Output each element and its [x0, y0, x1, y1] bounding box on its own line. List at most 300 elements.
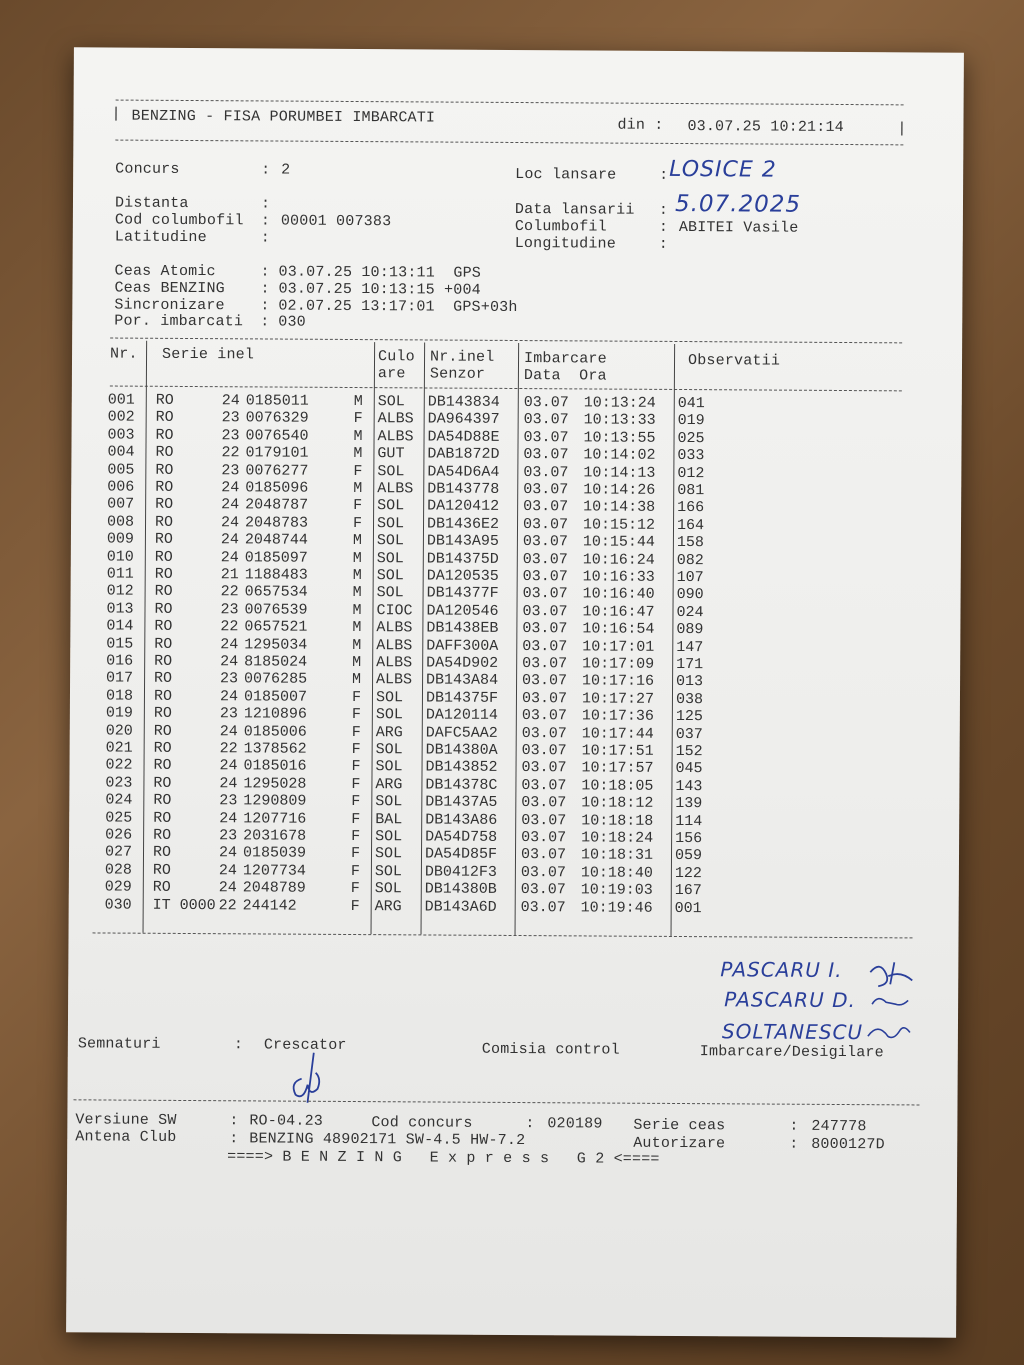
cell-obs: 019: [677, 412, 705, 430]
cell-obs: 089: [676, 621, 704, 639]
sincronizare-label: Sincronizare: [114, 296, 225, 315]
cell-culoare: SOL: [376, 514, 405, 533]
cell-data: 03.07: [523, 446, 569, 464]
th-data-ora: Data Ora: [523, 367, 607, 385]
cell-tara: RO: [154, 583, 173, 601]
cell-ora: 10:14:13: [583, 464, 656, 482]
cell-sex: F: [351, 688, 362, 706]
cell-data: 03.07: [521, 794, 567, 812]
cell-ora: 10:17:01: [582, 638, 655, 656]
cell-data: 03.07: [522, 568, 568, 586]
cell-data: 03.07: [522, 602, 568, 621]
cell-data: 03.07: [523, 411, 569, 429]
cell-ora: 10:15:44: [582, 533, 655, 552]
ceas-atomic-value: 03.07.25 10:13:11 GPS: [278, 263, 482, 282]
cell-data: 03.07: [522, 515, 569, 534]
cell-culoare: ALBS: [376, 671, 413, 689]
cell-obs: 122: [674, 864, 702, 882]
cell-obs: 082: [676, 551, 704, 569]
cell-nr: 001: [107, 391, 135, 409]
cod-concurs-value: 020189: [547, 1115, 603, 1133]
cell-an: 24: [221, 496, 240, 514]
cell-tara: RO: [153, 774, 172, 792]
cell-an: 22: [220, 618, 239, 636]
cell-data: 03.07: [521, 689, 568, 708]
doc-title: BENZING - FISA PORUMBEI IMBARCATI: [131, 107, 436, 127]
cell-nr: 025: [105, 809, 133, 827]
ceas-benzing-colon: :: [260, 280, 270, 298]
cell-culoare: ARG: [375, 775, 403, 794]
imbarcare-desigilare-label: Imbarcare/Desigilare: [699, 1043, 884, 1062]
cell-sex: M: [352, 567, 362, 585]
cell-data: 03.07: [522, 585, 568, 603]
cell-nr: 022: [105, 756, 133, 775]
cell-inel: 1295028: [243, 775, 307, 793]
semnaturi-colon: :: [233, 1036, 244, 1054]
cell-sex: M: [353, 393, 363, 411]
cell-an: 24: [220, 653, 239, 671]
cell-inel: 1188483: [244, 566, 308, 584]
cell-ora: 10:16:54: [582, 620, 655, 639]
th-culo: Culo: [377, 348, 415, 366]
th-senzor: Senzor: [429, 365, 486, 383]
cell-data: 03.07: [522, 655, 568, 673]
sincronizare-value: 02.07.25 13:17:01 GPS+03h: [278, 297, 518, 317]
cell-data: 03.07: [522, 637, 568, 655]
cell-data: 03.07: [520, 863, 566, 882]
cell-data: 03.07: [522, 550, 568, 568]
cell-inel: 0076539: [244, 601, 308, 619]
cell-obs: 152: [675, 742, 703, 761]
cell-culoare: SOL: [377, 497, 405, 515]
cell-culoare: GUT: [377, 445, 405, 463]
cell-sex: F: [350, 862, 360, 880]
cell-ora: 10:18:24: [581, 829, 654, 847]
antena-value: BENZING 48902171 SW-4.5 HW-7.2: [249, 1130, 526, 1150]
cell-ora: 10:16:33: [582, 568, 655, 586]
cell-obs: 045: [675, 760, 703, 778]
cell-culoare: ARG: [374, 897, 402, 915]
cell-obs: 013: [676, 673, 704, 691]
cell-inel: 1378562: [243, 740, 307, 758]
cell-tara: RO: [155, 443, 174, 462]
autorizare-value: 8000127D: [811, 1135, 885, 1154]
cell-sex: F: [353, 410, 363, 428]
cell-senzor: DA120546: [426, 602, 499, 620]
cell-obs: 139: [675, 795, 703, 813]
data-lansarii-colon: :: [658, 201, 669, 219]
cell-sex: F: [350, 880, 360, 898]
cell-tara: IT 0000: [152, 896, 216, 914]
cell-nr: 015: [106, 635, 134, 653]
cell-senzor: DB14377F: [426, 584, 499, 603]
autorizare-label: Autorizare: [633, 1134, 726, 1153]
th-culoare: are: [377, 365, 406, 383]
cell-inel: 0076277: [245, 461, 309, 480]
distanta-colon: :: [260, 195, 271, 213]
cell-tara: RO: [154, 617, 173, 636]
cell-ora: 10:18:18: [581, 812, 654, 830]
cell-senzor: DB143A95: [426, 532, 499, 551]
cell-nr: 019: [105, 704, 133, 722]
data-lansarii-handwritten: 5.07.2025: [674, 190, 802, 218]
th-nrinel: Nr.inel: [429, 348, 495, 366]
cell-tara: RO: [154, 600, 173, 618]
header-bottom-border: [115, 140, 903, 146]
ceas-benzing-label: Ceas BENZING: [114, 279, 225, 298]
cell-culoare: SOL: [375, 741, 403, 759]
cell-an: 24: [219, 722, 238, 740]
cell-culoare: SOL: [375, 706, 403, 724]
cell-an: 23: [219, 827, 238, 845]
cell-obs: 158: [676, 534, 704, 552]
cell-data: 03.07: [522, 533, 568, 551]
cell-tara: RO: [153, 826, 172, 844]
cell-obs: 081: [677, 481, 705, 500]
cell-ora: 10:19:03: [580, 881, 653, 900]
cell-sex: M: [352, 601, 362, 619]
cell-data: 03.07: [521, 742, 567, 760]
cell-data: 03.07: [520, 898, 566, 916]
cell-nr: 026: [105, 826, 133, 844]
cell-ora: 10:13:24: [583, 394, 656, 412]
cell-an: 24: [220, 513, 240, 532]
cell-obs: 156: [675, 829, 703, 848]
cell-senzor: DA54D88E: [427, 428, 500, 446]
cell-inel: 0179101: [245, 444, 309, 462]
cell-an: 23: [219, 792, 238, 810]
cell-an: 23: [219, 705, 238, 723]
cell-inel: 0185097: [244, 548, 308, 567]
cell-obs: 038: [675, 690, 704, 708]
cell-data: 03.07: [522, 672, 568, 690]
cell-inel: 0657534: [244, 583, 308, 602]
cell-ora: 10:17:36: [581, 707, 654, 726]
th-serie: Serie inel: [162, 345, 255, 364]
cell-sex: F: [352, 514, 363, 532]
cell-tara: RO: [152, 861, 171, 879]
cell-data: 03.07: [523, 394, 569, 412]
autorizare-colon: :: [789, 1135, 799, 1153]
cell-ora: 10:14:38: [583, 498, 656, 517]
cell-senzor: DB143A86: [425, 811, 498, 829]
cell-culoare: ALBS: [377, 480, 414, 498]
cod-label: Cod columbofil: [114, 211, 244, 230]
cell-culoare: ALBS: [377, 427, 414, 446]
cell-inel: 0185096: [245, 479, 309, 497]
cell-data: 03.07: [521, 759, 567, 777]
versiune-value: RO-04.23: [249, 1112, 324, 1130]
cell-sex: F: [351, 758, 361, 776]
cod-colon: :: [260, 212, 271, 230]
cell-obs: 059: [674, 847, 703, 865]
cell-ora: 10:13:55: [583, 429, 656, 447]
cell-culoare: SOL: [375, 793, 403, 811]
cell-culoare: ALBS: [376, 636, 413, 654]
cell-sex: M: [353, 480, 363, 498]
cell-an: 24: [220, 548, 239, 566]
semnaturi-label: Semnaturi: [77, 1035, 161, 1053]
cell-an: 22: [221, 444, 240, 462]
cell-sex: F: [350, 897, 360, 915]
cell-sex: M: [352, 654, 362, 672]
cell-inel: 0076285: [244, 670, 308, 689]
cell-senzor: DA54D85F: [424, 845, 498, 864]
cell-inel: 1210896: [243, 705, 307, 723]
cell-an: 24: [220, 635, 239, 653]
footer-border: [74, 1099, 920, 1105]
cell-culoare: SOL: [374, 845, 403, 863]
cell-tara: RO: [155, 461, 174, 479]
cell-sex: M: [353, 427, 363, 445]
serie-ceas-value: 247778: [811, 1117, 867, 1136]
cell-an: 24: [218, 879, 237, 897]
concurs-colon: :: [261, 161, 271, 179]
cell-data: 03.07: [520, 881, 566, 899]
cell-inel: 2048783: [244, 514, 309, 532]
cell-sex: M: [353, 445, 363, 463]
cell-tara: RO: [152, 844, 172, 862]
cell-nr: 005: [107, 461, 135, 479]
cell-nr: 029: [104, 878, 132, 896]
cell-an: 23: [221, 426, 240, 445]
cell-tara: RO: [155, 496, 174, 514]
columbofil-value: ABITEI Vasile: [678, 218, 799, 237]
cell-senzor: DB14378C: [425, 776, 498, 794]
header-right-bar: |: [897, 120, 907, 138]
cell-inel: 244142: [242, 896, 297, 915]
cell-obs: 171: [676, 655, 704, 674]
cell-culoare: ARG: [375, 723, 403, 741]
cell-tara: RO: [154, 670, 173, 688]
loc-value-handwritten: LOSICE 2: [669, 156, 777, 183]
din-value: 03.07.25 10:21:14: [687, 118, 844, 136]
cell-obs: 166: [677, 499, 705, 517]
cell-an: 23: [220, 670, 239, 688]
cell-an: 21: [220, 566, 239, 584]
cell-obs: 025: [677, 429, 705, 447]
cell-sex: F: [351, 741, 361, 759]
cell-culoare: SOL: [375, 828, 403, 846]
por-colon: :: [260, 313, 270, 331]
cell-inel: 1290809: [243, 792, 307, 810]
latitudine-label: Latitudine: [114, 228, 207, 247]
ceas-atomic-label: Ceas Atomic: [114, 262, 216, 281]
printed-sheet: [66, 47, 964, 1337]
cell-inel: 0185011: [245, 392, 309, 410]
cell-inel: 2048789: [242, 879, 306, 897]
cell-nr: 018: [105, 687, 134, 705]
cell-senzor: DB14375F: [425, 689, 499, 707]
cell-sex: M: [352, 671, 362, 689]
cell-senzor: DAFC5AA2: [425, 724, 498, 742]
cell-senzor: DB143778: [427, 480, 500, 498]
cell-data: 03.07: [521, 724, 567, 742]
cell-inel: 0185006: [243, 722, 307, 741]
cell-an: 24: [219, 809, 238, 827]
cell-inel: 2031678: [243, 827, 307, 845]
cell-obs: 033: [677, 447, 705, 465]
cell-tara: RO: [153, 687, 173, 705]
cell-obs: 024: [676, 603, 704, 621]
cell-inel: 1207716: [243, 809, 307, 828]
cell-tara: RO: [155, 409, 174, 427]
crescator-label: Crescator: [263, 1036, 347, 1054]
versiune-colon: :: [229, 1112, 239, 1130]
distanta-label: Distanta: [114, 194, 189, 212]
cell-ora: 10:16:40: [582, 585, 655, 604]
cell-inel: 8185024: [244, 653, 308, 671]
header-left-bar: |: [111, 105, 121, 123]
cell-nr: 014: [106, 617, 134, 635]
columbofil-colon: :: [658, 218, 669, 236]
cell-sex: F: [353, 497, 363, 515]
cell-an: 22: [219, 740, 238, 758]
cell-senzor: DA54D758: [425, 828, 498, 846]
cell-sex: F: [351, 828, 361, 846]
cell-data: 03.07: [521, 707, 567, 725]
cell-nr: 007: [107, 495, 135, 514]
cell-tara: RO: [154, 565, 173, 583]
cell-data: 03.07: [523, 481, 569, 499]
cell-obs: 125: [675, 708, 703, 726]
cell-tara: RO: [155, 426, 174, 444]
serie-ceas-colon: :: [789, 1117, 799, 1135]
cell-senzor: DA54D902: [426, 654, 499, 672]
th-imbarcare: Imbarcare: [523, 350, 607, 368]
cell-sex: M: [352, 619, 362, 637]
cell-ora: 10:17:57: [581, 759, 654, 778]
cell-nr: 002: [107, 408, 135, 427]
cell-ora: 10:16:47: [582, 603, 655, 621]
cell-tara: RO: [153, 722, 172, 740]
cell-ora: 10:14:02: [583, 446, 656, 465]
latitudine-colon: :: [260, 229, 271, 247]
cell-tara: RO: [155, 391, 174, 409]
cell-inel: 1207734: [242, 862, 306, 880]
cell-inel: 0185039: [242, 844, 307, 863]
cell-obs: 012: [677, 464, 705, 482]
cell-ora: 10:17:51: [581, 742, 654, 760]
cell-inel: 0076540: [245, 427, 309, 445]
cell-senzor: DAB1872D: [427, 445, 500, 464]
sincronizare-colon: :: [260, 297, 270, 315]
cell-inel: 0076329: [245, 409, 309, 428]
cell-obs: 001: [674, 899, 702, 917]
cell-senzor: DA964397: [427, 410, 500, 429]
cell-an: 23: [221, 461, 240, 479]
cell-senzor: DAFF300A: [426, 637, 499, 655]
cell-inel: 2048744: [244, 531, 308, 549]
cell-sex: F: [351, 810, 361, 828]
cell-nr: 012: [106, 582, 134, 601]
cell-nr: 020: [105, 722, 133, 740]
cell-ora: 10:14:26: [583, 481, 656, 499]
cell-an: 24: [219, 757, 238, 775]
por-label: Por. imbarcati: [114, 312, 244, 331]
cell-data: 03.07: [521, 811, 567, 829]
cell-nr: 017: [106, 669, 134, 688]
cell-tara: RO: [153, 809, 172, 827]
cell-senzor: DB143A6D: [424, 898, 497, 916]
cell-nr: 008: [106, 513, 135, 531]
cod-concurs-label: Cod concurs: [371, 1114, 473, 1132]
th-observatii: Observatii: [687, 352, 781, 370]
cell-senzor: DB0412F3: [424, 863, 497, 881]
longitudine-label: Longitudine: [514, 234, 617, 253]
cell-nr: 009: [106, 530, 134, 548]
cell-ora: 10:17:16: [582, 672, 655, 691]
cell-sex: F: [351, 775, 361, 793]
cell-tara: RO: [154, 548, 173, 566]
cell-senzor: DB14375D: [426, 550, 499, 568]
handwritten-name-2: PASCARU D.: [724, 987, 856, 1013]
table-header-border: [110, 386, 902, 392]
cell-data: 03.07: [523, 498, 569, 516]
loc-colon: :: [659, 166, 669, 184]
cell-inel: 2048787: [245, 496, 309, 515]
cell-tara: RO: [154, 530, 173, 549]
cell-culoare: SOL: [376, 584, 404, 602]
cell-culoare: SOL: [376, 532, 404, 550]
cell-inel: 1295034: [244, 635, 308, 654]
ceas-atomic-colon: :: [260, 263, 270, 281]
cell-tara: RO: [153, 739, 172, 757]
cell-culoare: SOL: [376, 567, 404, 585]
cell-nr: 016: [106, 652, 134, 670]
serie-ceas-label: Serie ceas: [633, 1116, 726, 1135]
cell-nr: 028: [104, 861, 132, 879]
cell-obs: 041: [677, 394, 705, 413]
cell-an: 24: [220, 531, 239, 549]
cell-nr: 006: [107, 478, 135, 496]
versiune-label: Versiune SW: [75, 1111, 177, 1129]
cell-senzor: DA120412: [427, 497, 500, 516]
cell-obs: 037: [675, 725, 703, 743]
cell-senzor: DB14380B: [424, 880, 497, 899]
por-value: 030: [278, 313, 306, 331]
cell-sex: M: [352, 584, 362, 602]
cell-tara: RO: [153, 704, 172, 723]
cell-an: 22: [220, 583, 239, 601]
cell-data: 03.07: [521, 829, 567, 847]
cell-culoare: CIOC: [376, 601, 413, 620]
cell-nr: 003: [107, 426, 135, 444]
cell-sex: F: [353, 462, 363, 480]
cell-ora: 10:13:33: [583, 411, 656, 430]
cell-nr: 021: [105, 739, 133, 757]
cell-culoare: SOL: [377, 462, 405, 480]
cell-obs: 167: [674, 882, 702, 900]
cell-data: 03.07: [522, 620, 568, 638]
cell-ora: 10:18:31: [580, 846, 654, 865]
comisia-label: Comisia control: [481, 1040, 620, 1059]
cell-senzor: DB1438EB: [426, 619, 499, 638]
cell-nr: 030: [104, 896, 132, 914]
cell-nr: 013: [106, 600, 134, 618]
handwritten-name-1: PASCARU I.: [720, 957, 843, 983]
cell-nr: 004: [107, 443, 135, 461]
cell-data: 03.07: [520, 846, 567, 864]
cell-obs: 164: [676, 516, 705, 534]
cell-sex: M: [352, 532, 362, 550]
cell-ora: 10:15:12: [582, 516, 656, 534]
cell-tara: RO: [152, 878, 171, 897]
antena-colon: :: [229, 1130, 239, 1148]
cell-inel: 0185007: [243, 688, 308, 706]
cell-obs: 147: [676, 638, 704, 656]
cell-ora: 10:16:24: [582, 551, 655, 569]
